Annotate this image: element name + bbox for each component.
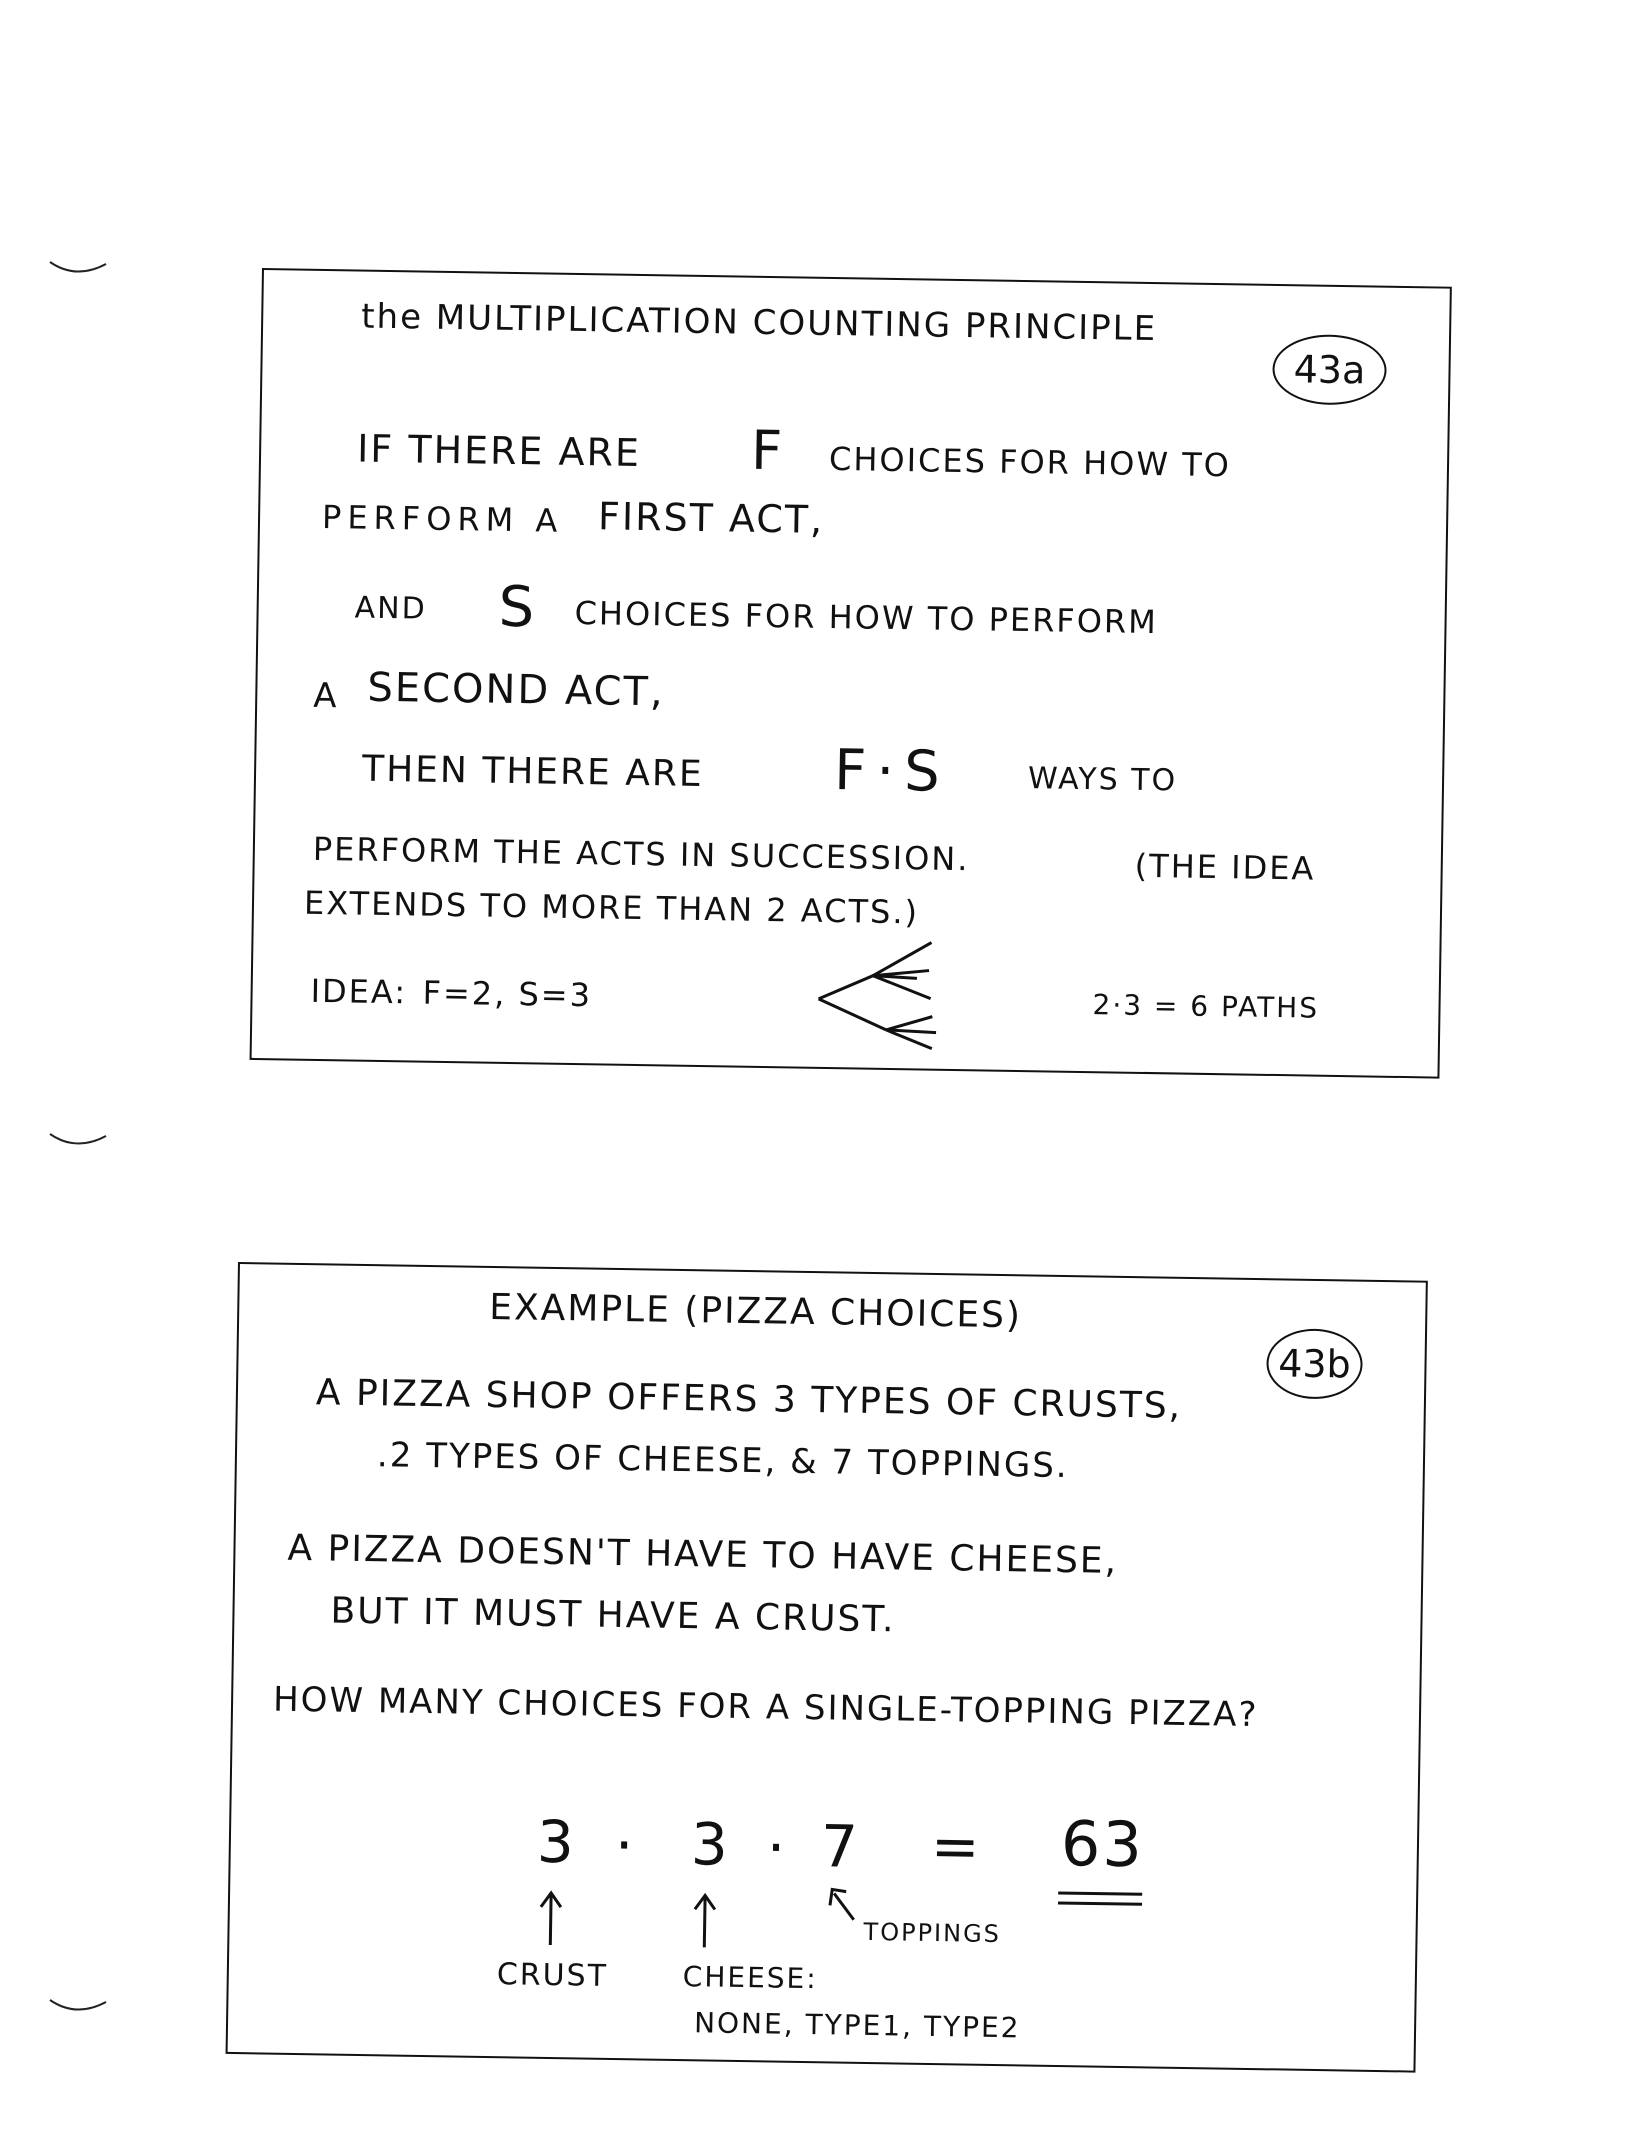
label-cheese: CHEESE:: [682, 1960, 818, 1996]
text-line: EXTENDS TO MORE THAN 2 ACTS.): [303, 883, 920, 932]
text-line: .2 TYPES OF CHEESE, & 7 TOPPINGS.: [376, 1435, 1069, 1487]
binder-hole-mark: [48, 258, 108, 280]
text-line: AND: [354, 590, 428, 627]
label-crust: CRUST: [496, 1957, 609, 1994]
card-title: EXAMPLE (PIZZA CHOICES): [488, 1286, 1023, 1337]
text-line: PERFORM THE ACTS IN SUCCESSION.: [312, 829, 970, 879]
label-cheese-options: NONE, TYPE1, TYPE2: [693, 2006, 1021, 2045]
text-line: SECOND ACT,: [367, 664, 666, 716]
question: HOW MANY CHOICES FOR A SINGLE-TOPPING PIZZA?: [272, 1679, 1259, 1736]
card-title: the MULTIPLICATION COUNTING PRINCIPLE: [360, 296, 1158, 350]
arrow-up-icon: [689, 1891, 720, 1951]
formula-fs: F·S: [833, 738, 951, 805]
text-line: CHOICES FOR HOW TO: [828, 439, 1232, 485]
arrow-up-icon: [535, 1889, 566, 1949]
idea-values: F=2, S=3: [422, 973, 593, 1015]
text-line: A PIZZA SHOP OFFERS 3 TYPES OF CRUSTS,: [315, 1372, 1183, 1427]
text-line: FIRST ACT,: [597, 494, 825, 542]
idea-label: IDEA:: [310, 971, 408, 1012]
eq-multiply: ·: [614, 1810, 636, 1880]
note-card-43b: [226, 1262, 1428, 2073]
text-line: CHOICES FOR HOW TO PERFORM: [574, 593, 1159, 642]
card-number-badge: 43b: [1266, 1328, 1363, 1399]
variable-s: S: [498, 574, 537, 641]
eq-cheese-count: 3: [690, 1810, 731, 1879]
text-line: WAYS TO: [1027, 761, 1178, 799]
eq-result: 63: [1060, 1807, 1145, 1882]
eq-multiply: ·: [766, 1813, 788, 1882]
eq-crust-count: 3: [536, 1807, 577, 1877]
note-card-43a: [250, 268, 1452, 1079]
variable-f: F: [750, 418, 785, 483]
binder-hole-mark: [48, 1996, 108, 2018]
eq-topping-count: 7: [820, 1812, 861, 1881]
text-line: (THE IDEA: [1134, 846, 1316, 888]
eq-equals: =: [930, 1811, 983, 1881]
label-toppings: TOPPINGS: [863, 1917, 1002, 1949]
text-line: PERFORM A: [321, 497, 564, 540]
text-line: A PIZZA DOESN'T HAVE TO HAVE CHEESE,: [287, 1527, 1119, 1582]
text-line: BUT IT MUST HAVE A CRUST.: [330, 1590, 896, 1641]
text-line: THEN THERE ARE: [361, 748, 704, 795]
result-underline: [1056, 1889, 1146, 1910]
text-line: IF THERE ARE: [356, 426, 642, 475]
tree-diagram: [812, 933, 1014, 1056]
binder-hole-mark: [48, 1130, 108, 1152]
text-line: A: [312, 675, 339, 717]
arrow-up-icon: [824, 1885, 865, 1926]
card-number-badge: 43a: [1272, 334, 1387, 406]
paths-result: 2·3 = 6 PATHS: [1092, 988, 1320, 1025]
